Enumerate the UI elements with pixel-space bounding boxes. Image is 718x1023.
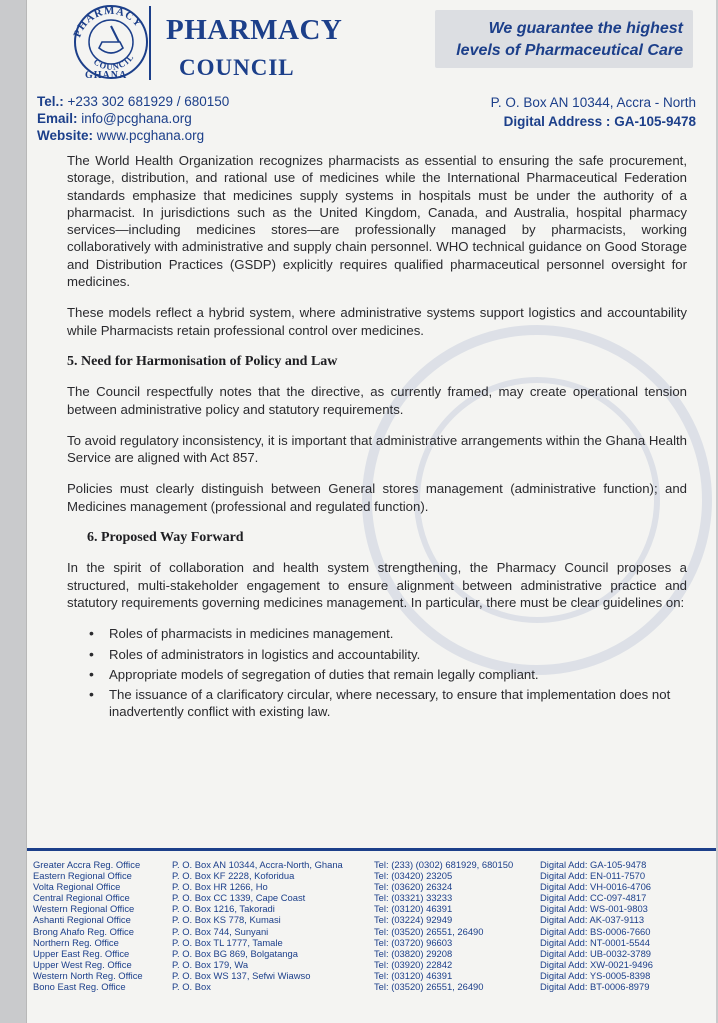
office-digital-address: Digital Add: CC-097-4817 (540, 892, 647, 904)
footer-phones (374, 859, 513, 992)
seal-text-top: PHARMACY (71, 4, 145, 40)
office-digital-address: Digital Add: WS-001-9803 (540, 903, 648, 915)
office-phone: Tel: (233) (0302) 681929, 680150 (374, 859, 514, 870)
office-phone: Tel: (03920) 22842 (374, 958, 453, 970)
footer-divider (27, 848, 716, 851)
office-name: Western Regional Office (33, 903, 135, 915)
paragraph-hybrid: These models reflect a hybrid system, where administrative systems support logistics and accountability while Pharmacists retain professional control over medicines. (67, 305, 687, 338)
office-box: P. O. Box 179, Wa (172, 958, 249, 970)
office-phone: Tel: (03120) 46391 (374, 903, 453, 915)
office-box: P. O. Box AN 10344, Accra-North, Ghana (172, 859, 343, 870)
office-digital-address: Digital Add: UB-0032-3789 (540, 947, 652, 959)
office-digital-address: Digital Add: AK-037-9113 (540, 914, 645, 926)
list-item: • The issuance of a clarificatory circular, where necessary, to ensure that implementation does not inadvertently conflict with existing law. (89, 686, 687, 721)
office-name: Western North Reg. Office (33, 969, 143, 981)
letter-page (26, 0, 716, 1023)
office-digital-address: Digital Add: BT-0006-8979 (540, 981, 650, 993)
tagline-line-2: levels of Pharmaceutical Care (456, 42, 683, 59)
office-phone: Tel: (03321) 33233 (374, 892, 453, 904)
list-item: • Appropriate models of segregation of duties that remain legally compliant. (89, 666, 687, 683)
office-digital-address: Digital Add: BS-0006-7660 (540, 925, 651, 937)
seal-country: GHANA (85, 70, 128, 81)
guidelines-list (89, 625, 687, 720)
po-box: P. O. Box AN 10344, Accra - North (490, 95, 696, 110)
office-name: Northern Reg. Office (33, 936, 119, 948)
tel-label: Tel.: (37, 94, 64, 109)
tagline-line-1: We guarantee the highest (488, 20, 683, 37)
paragraph-who: The World Health Organization recognizes pharmacists as essential to ensuring the safe procurement, storage, distribution, and rational use of medicines while the International Pharmaceutical Federation standards emphasize that medicines supply systems in hospitals must be under the authority of a pharmacist. In jurisdictions such as the United Kingdom, Canada, and Australia, hospital pharmacy services—including medicines stores—are professionally managed by pharmacists, working collaboratively with administrative and supply chain personnel. WHO technical guidance on Good Storage and Distribution Practices (GSDP) explicitly requires qualified pharmaceutical personnel oversight for medicines. (67, 153, 687, 290)
header-divider (149, 6, 151, 80)
office-digital-address: Digital Add: XW-0021-9496 (540, 958, 653, 970)
tel-value: +233 302 681929 / 680150 (63, 94, 230, 109)
svg-text:COUNCIL (92, 52, 136, 72)
office-box: P. O. Box 1216, Takoradi (172, 903, 275, 915)
tagline-banner (435, 10, 693, 68)
office-digital-address: Digital Add: GA-105-9478 (540, 859, 647, 870)
tel-line (37, 93, 229, 110)
website-label: Website: (37, 128, 94, 143)
office-phone: Tel: (03224) 92949 (374, 914, 453, 926)
office-digital-address: Digital Add: NT-0001-5544 (540, 936, 650, 948)
email-label: Email: (37, 111, 78, 126)
list-item: • Roles of pharmacists in medicines management. (89, 625, 687, 642)
office-name: Ashanti Regional Office (33, 914, 131, 926)
section-heading-5: 5. Need for Harmonisation of Policy and Law (67, 353, 338, 369)
office-name: Brong Ahafo Reg. Office (33, 925, 134, 937)
letter-body (67, 152, 687, 724)
office-phone: Tel: (03820) 29208 (374, 947, 453, 959)
office-phone: Tel: (03520) 26551, 26490 (374, 981, 484, 993)
office-name: Greater Accra Reg. Office (33, 859, 141, 870)
footer-boxes (172, 859, 343, 992)
office-phone: Tel: (03720) 96603 (374, 936, 453, 948)
office-box: P. O. Box HR 1266, Ho (172, 881, 268, 893)
office-box: P. O. Box 744, Sunyani (172, 925, 269, 937)
office-phone: Tel: (03120) 46391 (374, 969, 453, 981)
list-item: • Roles of administrators in logistics and accountability. (89, 646, 687, 663)
office-phone: Tel: (03420) 23205 (374, 870, 453, 882)
email-value[interactable]: info@pcghana.org (77, 111, 192, 126)
website-value[interactable]: www.pcghana.org (93, 128, 205, 143)
paragraph-policies: Policies must clearly distinguish between General stores management (administrative function); and Medicines management (professional and regulated function). (67, 481, 687, 514)
office-box: P. O. Box CC 1339, Cape Coast (172, 892, 306, 904)
contact-block (37, 93, 229, 144)
office-phone: Tel: (03520) 26551, 26490 (374, 925, 484, 937)
office-box: P. O. Box (172, 981, 211, 993)
digital-address-line (491, 112, 696, 131)
website-line (37, 127, 229, 144)
office-phone: Tel: (03620) 26324 (374, 881, 453, 893)
office-name: Upper East Reg. Office (33, 947, 130, 959)
footer-digital-addresses (540, 859, 653, 992)
office-name: Eastern Regional Office (33, 870, 132, 882)
office-box: P. O. Box WS 137, Sefwi Wiawso (172, 969, 311, 981)
paragraph-act-857: To avoid regulatory inconsistency, it is important that administrative arrangements within the Ghana Health Service are aligned with Act 857. (67, 432, 687, 466)
office-digital-address: Digital Add: YS-0005-8398 (540, 969, 651, 981)
office-box: P. O. Box BG 869, Bolgatanga (172, 947, 298, 959)
seal-text-bottom: COUNCIL (91, 51, 136, 72)
office-name: Upper West Reg. Office (33, 958, 132, 970)
address-block (491, 93, 696, 131)
paragraph-way-forward: In the spirit of collaboration and health system strengthening, the Pharmacy Council proposes a structured, multi-stakeholder engagement to ensure alignment between administrative practice and statutory requirements governing medicines management. In particular, there must be clear guidelines on: (67, 560, 687, 610)
section-heading-6: 6. Proposed Way Forward (87, 530, 244, 546)
organization-subtitle: COUNCIL (179, 55, 295, 80)
svg-text:PHARMACY (71, 5, 144, 39)
footer-offices (33, 859, 143, 992)
office-name: Central Regional Office (33, 892, 130, 904)
organization-title: PHARMACY (166, 14, 343, 46)
office-digital-address: Digital Add: VH-0016-4706 (540, 881, 652, 893)
office-box: P. O. Box TL 1777, Tamale (172, 936, 283, 948)
office-box: P. O. Box KF 2228, Koforidua (172, 870, 295, 882)
paragraph-council-notes: The Council respectfully notes that the directive, as currently framed, may create operational tension between administrative policy and statutory requirements. (67, 384, 687, 417)
office-name: Volta Regional Office (33, 881, 121, 893)
office-digital-address: Digital Add: EN-011-7570 (540, 870, 646, 882)
office-box: P. O. Box KS 778, Kumasi (172, 914, 281, 926)
digital-address-label: Digital Address : (503, 114, 611, 129)
office-name: Bono East Reg. Office (33, 981, 126, 993)
email-line (37, 110, 229, 127)
digital-address-value: GA-105-9478 (610, 114, 696, 129)
